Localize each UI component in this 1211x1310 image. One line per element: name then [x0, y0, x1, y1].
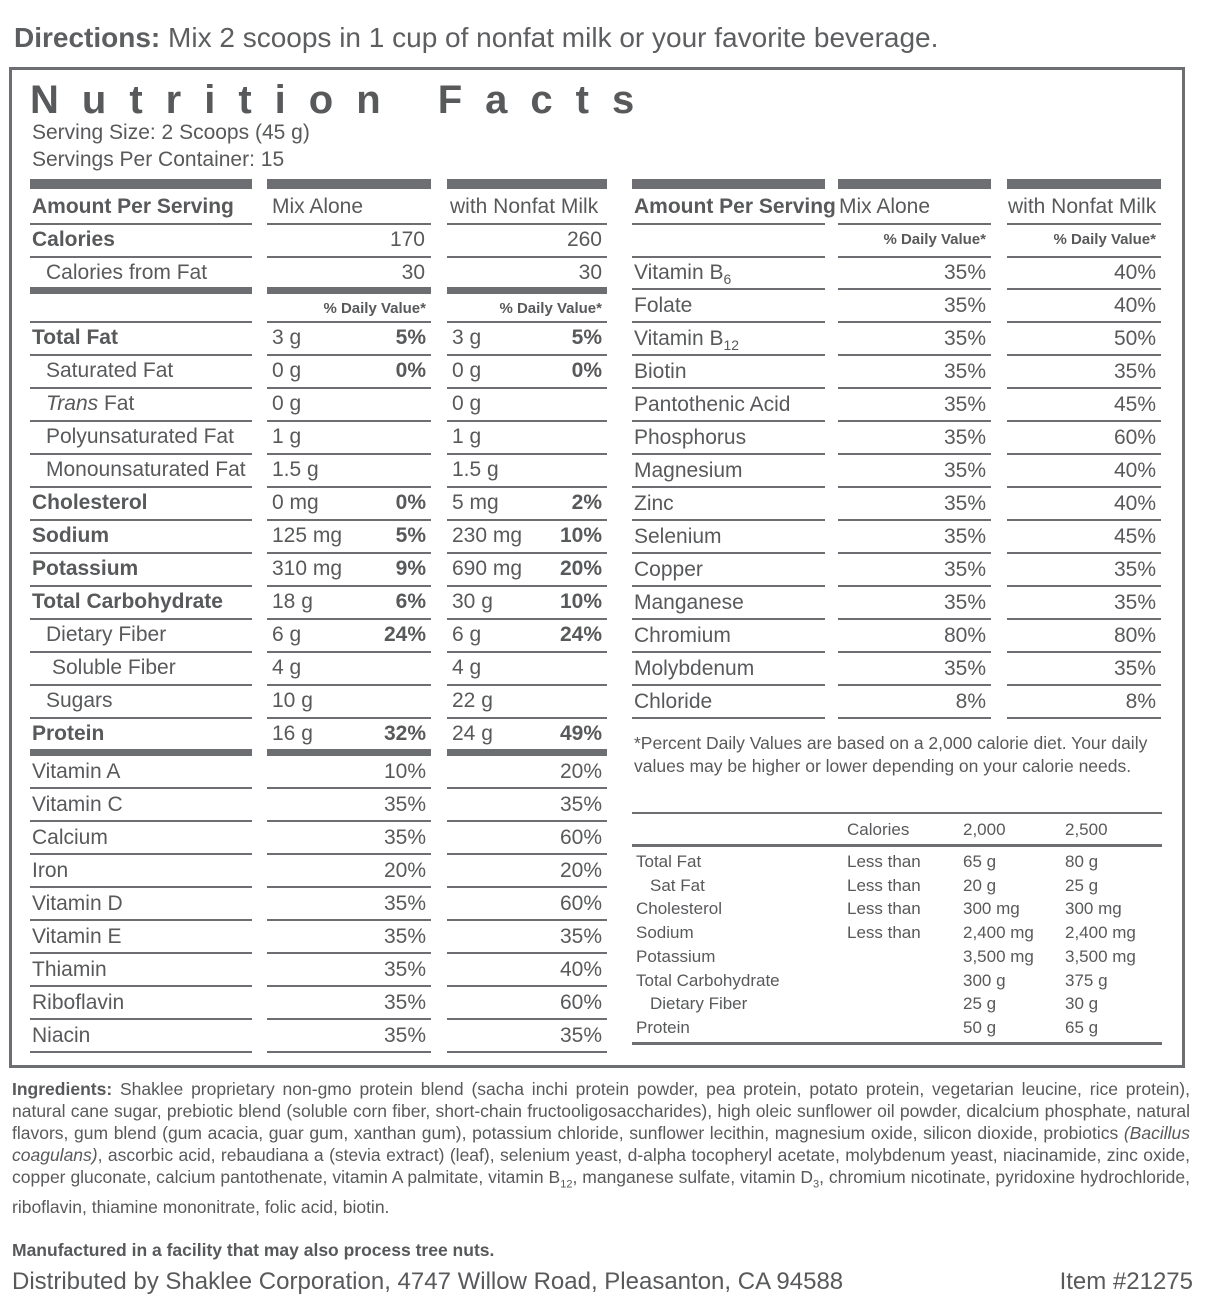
nutrient-milk-dv: 8%: [1125, 690, 1156, 713]
dv-calories-header: Calories: [847, 820, 910, 839]
dv-row-2000: 2,400 mg: [963, 923, 1034, 943]
row-rule: [447, 1051, 607, 1053]
nutrient-milk-dv: [447, 453, 602, 486]
calorie-label: [32, 223, 254, 256]
header-mix-alone: Mix Alone: [839, 195, 931, 218]
nutrient-mix-amount: 0 g: [272, 392, 302, 415]
nutrient-name: [634, 322, 827, 355]
nutrient-milk-dv: 10%: [559, 590, 602, 613]
servings-per-container: Servings Per Container: 15: [32, 148, 285, 171]
vitamin-milk-dv: 35%: [559, 1024, 602, 1047]
dv-row-name: Sodium: [636, 923, 694, 943]
dv-row-2500: 25 g: [1065, 875, 1099, 895]
vitamin-mix-dv: 35%: [383, 991, 426, 1014]
nutrient-name-text: Saturated Fat: [46, 359, 174, 382]
dv-header-milk: % Daily Value*: [1053, 231, 1156, 248]
nutrient-name-text: Cholesterol: [32, 491, 148, 514]
vitamin-name: Calcium: [32, 826, 108, 849]
nutrient-milk-dv: 20%: [559, 557, 602, 580]
nutrient-mix-dv: [267, 453, 426, 486]
ingredients-italic: (Bacillus coagulans): [12, 1123, 1190, 1165]
nutrient-name-subscript: 6: [723, 271, 732, 288]
nutrient-milk-dv: 45%: [1113, 525, 1156, 548]
dv-row-2500: 2,400 mg: [1065, 923, 1136, 943]
nutrient-milk-dv: [447, 420, 602, 453]
nutrient-name-suffix: Fat: [98, 392, 135, 415]
item-number: Item #21275: [1059, 1268, 1193, 1295]
dv-table-bottom-rule: [632, 1042, 1162, 1045]
dv-row-2000: 25 g: [963, 994, 997, 1014]
nutrient-name-text: Vitamin B: [634, 327, 724, 350]
dv-row-limit: Less than: [847, 875, 921, 895]
ingredients: [12, 1078, 1190, 1218]
nutrient-milk-dv: 35%: [1113, 558, 1156, 581]
nutrient-mix-amount: 1 g: [272, 425, 302, 448]
nutrient-mix-amount: 125 mg: [272, 524, 343, 547]
nutrient-name-text: Phosphorus: [634, 426, 747, 449]
dv-row-name: Cholesterol: [636, 899, 722, 919]
top-bar: [1007, 179, 1161, 189]
nutrient-name: [46, 618, 268, 651]
nutrient-mix-dv: [267, 651, 426, 684]
nutrient-name: [634, 454, 827, 487]
nutrient-name: [634, 487, 827, 520]
nutrient-milk-dv: 35%: [1113, 591, 1156, 614]
nutrient-mix-amount: 310 mg: [272, 557, 343, 580]
dv-2500-header: 2,500: [1065, 820, 1108, 839]
dv-row-2000: 300 mg: [963, 899, 1020, 919]
nutrient-name: [46, 453, 268, 486]
nutrient-mix-dv: 35%: [943, 525, 986, 548]
nutrient-milk-dv: 40%: [1113, 492, 1156, 515]
nutrient-name-text: Monounsaturated Fat: [46, 458, 246, 481]
vitamin-milk-dv: 60%: [559, 826, 602, 849]
nutrient-name-text: Sugars: [46, 689, 113, 712]
nutrient-name-text: Manganese: [634, 591, 744, 614]
dv-row-limit: Less than: [847, 899, 921, 919]
nutrient-name-text: Polyunsaturated Fat: [46, 425, 234, 448]
nutrient-milk-dv: 40%: [1113, 294, 1156, 317]
dv-row-limit: Less than: [847, 923, 921, 943]
dv-header-mix: % Daily Value*: [323, 300, 426, 317]
nutrient-milk-dv: 24%: [559, 623, 602, 646]
nutrient-milk-amount: 1 g: [452, 425, 482, 448]
vitamin-name: Riboflavin: [32, 991, 125, 1014]
thick-rule: [30, 287, 252, 294]
nutrient-name-text: Pantothenic Acid: [634, 393, 791, 416]
header-with-nonfat-milk: with Nonfat Milk: [450, 195, 599, 218]
nutrient-name-text: Zinc: [634, 492, 674, 515]
nutrient-mix-dv: 35%: [943, 426, 986, 449]
nutrient-mix-dv: 35%: [943, 492, 986, 515]
calorie-milk: 30: [578, 261, 602, 284]
nutrient-mix-dv: 9%: [395, 557, 426, 580]
nutrient-name: [634, 256, 827, 289]
vitamin-mix-dv: 10%: [383, 760, 426, 783]
dv-header-milk: % Daily Value*: [499, 300, 602, 317]
nutrient-mix-dv: 35%: [943, 327, 986, 350]
nutrient-mix-dv: 8%: [955, 690, 986, 713]
dv-row-2000: 300 g: [963, 970, 1006, 990]
ingredients-part1: Shaklee proprietary non-gmo protein blend (sacha inchi protein powder, pea protein, potato protein, vegetarian leucine, rice protein), natural cane sugar, prebiotic blend (soluble corn fiber, short-chain fructooligosaccharides), high oleic sunflower oil powder, dicalcium phosphate, natural flavors, gum blend (gum acacia, guar gum, xanthan gum), potassium chloride, sunflower lecithin, magnesium oxide, silicon dioxide, probiotics: [12, 1079, 1190, 1143]
nutrient-milk-amount: 30 g: [452, 590, 493, 613]
directions-label: Directions:: [14, 22, 161, 53]
nutrient-name-text: Calories: [32, 228, 115, 251]
nutrient-name-text: Biotin: [634, 360, 687, 383]
nutrient-name-text: Potassium: [32, 557, 139, 580]
nutrient-name-text: Chromium: [634, 624, 731, 647]
ingredients-sub2: 3: [813, 1178, 820, 1191]
ingredients-part4: , chromium nicotinate, pyridoxine hydrochloride, riboflavin, thiamine mononitrate, folic acid, biotin.: [12, 1167, 1190, 1217]
dv-table-top-rule: [632, 812, 1162, 814]
nutrient-mix-dv: 5%: [395, 524, 426, 547]
nutrient-mix-dv: [267, 420, 426, 453]
nutrient-name-text: Folate: [634, 294, 693, 317]
nutrient-name: [634, 685, 827, 718]
top-bar: [838, 179, 991, 189]
vitamin-mix-dv: 35%: [383, 958, 426, 981]
row-rule: [632, 717, 825, 719]
nutrient-name: [634, 421, 827, 454]
row-rule: [30, 1051, 252, 1053]
dv-row-name: Total Carbohydrate: [636, 970, 780, 990]
nutrient-milk-dv: 45%: [1113, 393, 1156, 416]
vitamin-milk-dv: 35%: [559, 793, 602, 816]
header-amount-per-serving: Amount Per Serving: [32, 195, 234, 218]
vitamin-mix-dv: 35%: [383, 892, 426, 915]
nutrient-milk-dv: [447, 651, 602, 684]
vitamin-mix-dv: 35%: [383, 826, 426, 849]
nutrient-name: [32, 585, 254, 618]
calorie-mix: 170: [389, 228, 425, 251]
nutrient-name: [32, 321, 254, 354]
dv-row-2500: 375 g: [1065, 970, 1108, 990]
nutrient-mix-dv: 24%: [383, 623, 426, 646]
nutrient-milk-dv: 49%: [559, 722, 602, 745]
dv-row-2500: 65 g: [1065, 1017, 1099, 1037]
nutrient-name: [634, 619, 827, 652]
nutrient-mix-dv: 80%: [943, 624, 986, 647]
nutrient-milk-amount: 5 mg: [452, 491, 499, 514]
nutrient-milk-dv: 60%: [1113, 426, 1156, 449]
calorie-milk: 260: [566, 228, 602, 251]
calorie-mix: 30: [401, 261, 425, 284]
nutrient-milk-amount: 24 g: [452, 722, 493, 745]
vitamin-name: Vitamin E: [32, 925, 122, 948]
nutrient-milk-dv: 10%: [559, 524, 602, 547]
row-rule: [838, 717, 991, 719]
header-with-nonfat-milk: with Nonfat Milk: [1008, 195, 1157, 218]
vitamin-milk-dv: 35%: [559, 925, 602, 948]
nutrient-mix-amount: 6 g: [272, 623, 302, 646]
dv-row-name: Sat Fat: [650, 875, 705, 895]
nutrient-milk-dv: [447, 684, 602, 717]
nutrient-milk-dv: 2%: [571, 491, 602, 514]
row-rule: [267, 1051, 431, 1053]
nutrient-name: [634, 520, 827, 553]
nutrient-name: [634, 289, 827, 322]
nutrient-name: [634, 388, 827, 421]
nutrient-milk-amount: 230 mg: [452, 524, 523, 547]
directions-text: Mix 2 scoops in 1 cup of nonfat milk or your favorite beverage.: [160, 22, 939, 53]
vitamin-milk-dv: 20%: [559, 760, 602, 783]
nutrient-name: [634, 652, 827, 685]
nutrient-name-text: Molybdenum: [634, 657, 755, 680]
nutrient-name: [634, 586, 827, 619]
ingredients-label: Ingredients:: [12, 1079, 113, 1099]
nutrient-mix-dv: 6%: [395, 590, 426, 613]
nutrient-name: [32, 552, 254, 585]
nutrient-mix-dv: 35%: [943, 459, 986, 482]
nutrient-name-text: Calories from Fat: [46, 261, 208, 284]
vitamin-mix-dv: 35%: [383, 925, 426, 948]
dv-row-2000: 65 g: [963, 852, 997, 871]
nutrient-name-italic: Trans: [46, 392, 99, 415]
nutrient-mix-dv: 35%: [943, 393, 986, 416]
nutrient-name: [46, 420, 268, 453]
nutrient-name-text: Chloride: [634, 690, 713, 713]
nutrient-milk-dv: 40%: [1113, 261, 1156, 284]
nutrient-name: [32, 519, 254, 552]
nutrient-mix-amount: 0 g: [272, 359, 302, 382]
vitamin-milk-dv: 40%: [559, 958, 602, 981]
dv-row-limit: Less than: [847, 852, 921, 871]
nutrient-milk-dv: 40%: [1113, 459, 1156, 482]
calorie-label: [46, 256, 268, 289]
nutrient-milk-dv: 35%: [1113, 657, 1156, 680]
nutrient-mix-amount: 1.5 g: [272, 458, 319, 481]
nutrient-mix-dv: [267, 387, 426, 420]
dv-2000-header: 2,000: [963, 820, 1006, 839]
nutrient-name-text: Vitamin B: [634, 261, 724, 284]
row-rule: [632, 223, 825, 225]
dv-row-name: Potassium: [636, 946, 716, 966]
dv-row-2000: 3,500 mg: [963, 946, 1034, 966]
nutrient-name-text: Magnesium: [634, 459, 743, 482]
nutrient-name-subscript: 12: [723, 337, 740, 354]
dv-row-2500: 3,500 mg: [1065, 946, 1136, 966]
vitamin-milk-dv: 20%: [559, 859, 602, 882]
top-bar: [632, 179, 825, 189]
nutrient-milk-amount: 22 g: [452, 689, 493, 712]
nutrient-mix-dv: 35%: [943, 261, 986, 284]
nutrient-milk-dv: 5%: [571, 326, 602, 349]
nutrient-mix-dv: 5%: [395, 326, 426, 349]
daily-value-footnote: *Percent Daily Values are based on a 2,000 calorie diet. Your daily values may be higher or lower depending on your calorie needs.: [634, 733, 1148, 776]
nutrient-name-text: Total Carbohydrate: [32, 590, 223, 613]
ingredients-sub1: 12: [560, 1178, 573, 1191]
dv-row-name: Total Fat: [636, 852, 702, 871]
nutrient-name-text: Selenium: [634, 525, 722, 548]
nutrient-milk-dv: 50%: [1113, 327, 1156, 350]
nutrient-milk-amount: 4 g: [452, 656, 482, 679]
nutrient-mix-dv: 35%: [943, 657, 986, 680]
header-mix-alone: Mix Alone: [272, 195, 364, 218]
nutrient-name-text: Total Fat: [32, 326, 118, 349]
top-bar: [447, 179, 607, 189]
vitamin-name: Vitamin C: [32, 793, 123, 816]
nutrient-milk-amount: 0 g: [452, 359, 482, 382]
nutrient-name-text: Soluble Fiber: [52, 656, 176, 679]
nutrient-name-text: Copper: [634, 558, 703, 581]
nutrient-name: [32, 486, 254, 519]
vitamin-name: Vitamin A: [32, 760, 121, 783]
nutrient-milk-amount: 6 g: [452, 623, 482, 646]
nutrient-name: [52, 651, 274, 684]
nutrient-name: [46, 684, 268, 717]
dv-header-mix: % Daily Value*: [883, 231, 986, 248]
nutrient-mix-dv: 32%: [383, 722, 426, 745]
nutrient-name: [46, 387, 268, 420]
vitamin-mix-dv: 20%: [383, 859, 426, 882]
nutrient-name-text: Protein: [32, 722, 105, 745]
nutrient-milk-dv: 35%: [1113, 360, 1156, 383]
vitamin-milk-dv: 60%: [559, 892, 602, 915]
nutrient-mix-amount: 16 g: [272, 722, 313, 745]
dv-row-2000: 50 g: [963, 1017, 997, 1037]
serving-size: Serving Size: 2 Scoops (45 g): [32, 121, 310, 144]
nutrient-milk-amount: 0 g: [452, 392, 482, 415]
allergen-statement: Manufactured in a facility that may also process tree nuts.: [12, 1240, 495, 1260]
vitamin-name: Niacin: [32, 1024, 91, 1047]
nutrient-milk-amount: 690 mg: [452, 557, 523, 580]
nutrient-mix-dv: [267, 684, 426, 717]
dv-table-header-rule: [632, 844, 1162, 847]
header-amount-per-serving: Amount Per Serving: [634, 195, 836, 218]
vitamin-mix-dv: 35%: [383, 1024, 426, 1047]
nutrient-mix-amount: 0 mg: [272, 491, 319, 514]
nutrient-mix-dv: 35%: [943, 360, 986, 383]
dv-row-2000: 20 g: [963, 875, 997, 895]
distributor: Distributed by Shaklee Corporation, 4747 Willow Road, Pleasanton, CA 94588: [12, 1268, 844, 1295]
panel-title: Nutrition Facts: [30, 78, 658, 122]
vitamin-mix-dv: 35%: [383, 793, 426, 816]
vitamin-milk-dv: 60%: [559, 991, 602, 1014]
ingredients-part3: , manganese sulfate, vitamin D: [572, 1167, 813, 1187]
vitamin-name: Thiamin: [32, 958, 107, 981]
row-rule: [1007, 717, 1161, 719]
vitamin-name: Vitamin D: [32, 892, 123, 915]
nutrient-mix-dv: 35%: [943, 558, 986, 581]
vitamin-name: Iron: [32, 859, 69, 882]
nutrient-milk-amount: 3 g: [452, 326, 482, 349]
nutrient-name: [634, 355, 827, 388]
nutrient-milk-dv: 0%: [571, 359, 602, 382]
nutrient-mix-amount: 3 g: [272, 326, 302, 349]
nutrient-mix-dv: 0%: [395, 491, 426, 514]
nutrient-name: [634, 553, 827, 586]
nutrient-mix-amount: 10 g: [272, 689, 313, 712]
dv-row-2500: 30 g: [1065, 994, 1099, 1014]
nutrient-milk-amount: 1.5 g: [452, 458, 499, 481]
top-bar: [267, 179, 431, 189]
nutrient-mix-amount: 18 g: [272, 590, 313, 613]
dv-row-name: Protein: [636, 1017, 690, 1037]
nutrient-name-text: Dietary Fiber: [46, 623, 167, 646]
nutrient-milk-dv: [447, 387, 602, 420]
directions: [14, 22, 938, 54]
nutrient-mix-dv: 35%: [943, 591, 986, 614]
dv-row-name: Dietary Fiber: [650, 994, 748, 1014]
nutrient-name-text: Sodium: [32, 524, 109, 547]
nutrient-name: [46, 354, 268, 387]
dv-row-2500: 80 g: [1065, 852, 1099, 871]
nutrient-mix-amount: 4 g: [272, 656, 302, 679]
dv-row-2500: 300 mg: [1065, 899, 1122, 919]
nutrient-milk-dv: 80%: [1113, 624, 1156, 647]
ingredients-part2: , ascorbic acid, rebaudiana a (stevia extract) (leaf), selenium yeast, d-alpha tocopheryl acetate, molybdenum yeast, niacinamide, zinc oxide, copper gluconate, calcium pantothenate, vitamin A palmitate, vitamin B: [12, 1145, 1190, 1187]
top-bar: [30, 179, 252, 189]
nutrient-name: [32, 717, 254, 750]
nutrient-mix-dv: 0%: [395, 359, 426, 382]
nutrient-mix-dv: 35%: [943, 294, 986, 317]
